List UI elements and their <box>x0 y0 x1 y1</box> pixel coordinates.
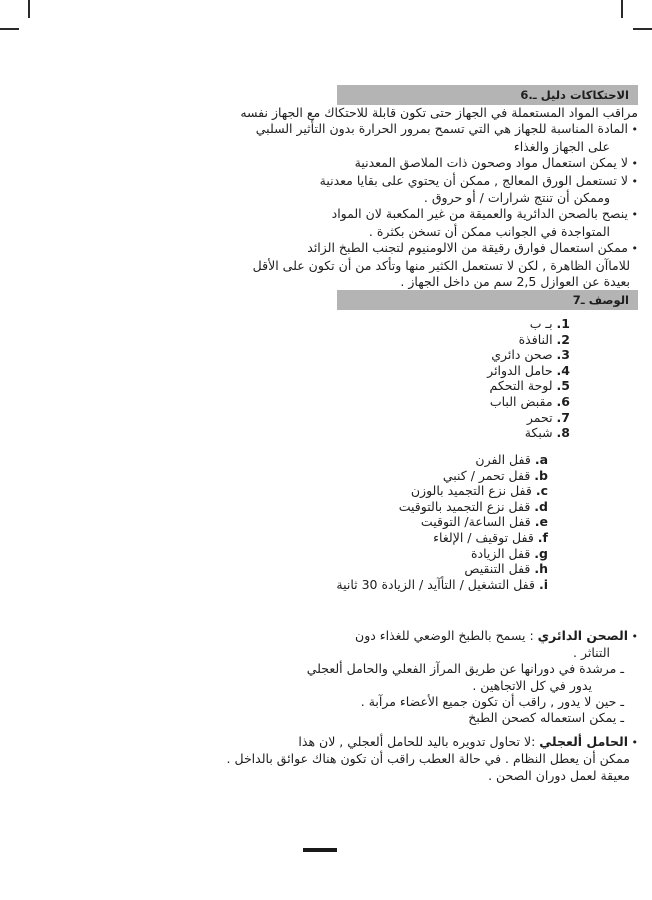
list-item <box>336 530 548 546</box>
line-text: يدور في كل الاتجاهين . <box>472 677 592 693</box>
item-marker: 8. <box>556 425 570 441</box>
list-item <box>487 394 570 410</box>
bullet-line <box>35 240 638 257</box>
line-text: حين لا يدور , راقب أن تكون جميع الأعضاء مرآبة . <box>360 693 617 709</box>
line-text: وممكن أن تنتج شرارات / أو حروق . <box>423 190 610 206</box>
line-lead-bold: الحامل ألعجلي <box>539 734 628 750</box>
text-line <box>35 190 638 206</box>
item-text: قفل الفرن <box>475 452 535 467</box>
line-text: لا يمكن استعمال مواد وصحون ذات الملاصق المعدنية <box>354 155 628 171</box>
item-text: حامل الدوائر <box>487 362 557 378</box>
item-text: قفل التشغيل / التأآيد / الزيادة 30 ثانية <box>336 576 539 592</box>
line-text: مرشدة في دورانها عن طريق المرآز الفعلي والحامل ألعجلي <box>306 661 617 677</box>
item-marker: 2. <box>556 331 570 347</box>
list-item <box>336 577 548 593</box>
section-title-word: الوصف <box>588 293 629 307</box>
item-text: قفل نزع التجميد بالتوقيت <box>398 498 535 514</box>
section-6-title <box>337 85 638 105</box>
bullet-icon: • <box>628 736 638 750</box>
list-item <box>336 499 548 515</box>
item-text: مقبض الباب <box>489 393 557 409</box>
description-paragraph <box>35 734 638 784</box>
bullet-icon: • <box>628 123 638 137</box>
crop-mark-top-right-horizontal <box>633 28 652 30</box>
line-text: لا تستعمل الورق المعالج , ممكن أن يحتوي على بقايا معدنية <box>319 172 628 188</box>
line-text: التناثر . <box>573 645 610 661</box>
line-text: ينصح بالصحن الدائرية والعميقة من غير المكعبة لان المواد <box>331 206 628 222</box>
line-text: ممكن استعمال فوارق رقيقة من الالومنيوم لتجنب الطبخ الزائد <box>307 240 628 256</box>
text-line <box>35 224 638 240</box>
line-lead-bold: الصحن الدائري <box>537 628 628 643</box>
list-item <box>336 452 548 468</box>
bullet-icon: • <box>628 157 638 171</box>
line-text: على الجهاز والغذاء <box>513 138 610 154</box>
item-text: قفل الساعة/ التوقيت <box>420 514 535 530</box>
line-text: بعيدة عن العوازل 2,5 سم من داخل الجهاز . <box>400 274 630 290</box>
bottom-fold-mark <box>303 848 337 852</box>
bullet-line <box>35 206 638 223</box>
list-item <box>487 425 570 441</box>
list-item <box>336 514 548 530</box>
item-marker: g. <box>534 545 548 561</box>
item-text: بـ ب <box>529 316 557 331</box>
list-item <box>487 332 570 348</box>
item-marker: c. <box>535 483 548 499</box>
line-text: مراقب المواد المستعملة في الجهاز حتى تكون قابلة للاحتكاك مع الجهاز نفسه <box>240 105 638 120</box>
crop-mark-top-right-vertical <box>621 0 623 18</box>
section-title-word: الاحتكاكات <box>569 88 629 102</box>
line-text: معيقة لعمل دوران الصحن . <box>488 767 630 783</box>
item-text: قفل تحمر / كنبي <box>442 467 535 483</box>
item-marker: 5. <box>556 378 570 394</box>
bullet-icon: • <box>628 630 638 643</box>
dash-icon: ـ <box>616 693 624 709</box>
list-item <box>336 546 548 562</box>
text-line <box>35 105 638 121</box>
list-item <box>336 483 548 499</box>
item-text: تحمر <box>526 409 557 425</box>
line-text: ممكن أن يعطل النظام . في حالة العطب راقب أن تكون هناك عوائق بالداخل . <box>226 751 630 767</box>
dash-icon: ـ <box>616 710 624 726</box>
item-text: شبكة <box>524 425 557 441</box>
dash-icon: ـ <box>616 661 624 677</box>
item-marker: 7. <box>556 409 570 425</box>
item-marker: d. <box>534 498 548 514</box>
text-line <box>35 139 638 155</box>
line-text: : يسمح بالطبخ الوضعي للغذاء دون <box>355 628 538 643</box>
item-marker: 3. <box>556 347 570 363</box>
list-item <box>487 363 570 379</box>
section-title-word: 7ـ <box>572 293 585 307</box>
text-line <box>35 710 638 726</box>
item-marker: i. <box>538 576 548 592</box>
item-marker: f. <box>537 529 548 545</box>
numbered-parts-list <box>487 316 570 441</box>
item-text: لوحة التحكم <box>489 378 557 394</box>
bullet-icon: • <box>628 242 638 256</box>
item-text: قفل التنقيص <box>464 561 535 577</box>
section-7-header-bar <box>337 290 638 310</box>
item-marker: h. <box>534 561 548 577</box>
section-7-title <box>337 290 638 310</box>
line-text: المتواجدة في الجوانب ممكن أن تسخن بكثرة . <box>368 223 610 239</box>
line-text: المادة المناسبة للجهاز هي التي تسمح بمرور الحرارة بدون التأثير السلبي <box>255 121 628 137</box>
section-title-word: دليل <box>540 88 566 102</box>
list-item <box>487 410 570 426</box>
text-line <box>35 258 638 274</box>
line-text: للاماآن الظاهرة , لكن لا تستعمل الكثير منها وتأكد من أن تكون على الأقل <box>252 257 630 273</box>
item-text: صحن دائري <box>491 347 557 363</box>
list-item <box>487 347 570 363</box>
crop-mark-top-left-vertical <box>28 0 30 18</box>
section-title-word: 6.ـ <box>520 88 537 102</box>
item-marker: a. <box>534 452 548 467</box>
line-text: :لا تحاول تدويره باليد للحامل ألعجلي , لان هذا <box>298 734 540 750</box>
text-line <box>35 274 638 290</box>
text-line <box>35 678 638 694</box>
text-line <box>35 768 638 784</box>
bullet-line <box>35 155 638 172</box>
list-item <box>336 561 548 577</box>
list-item <box>487 316 570 332</box>
bullet-icon: • <box>628 174 638 188</box>
item-marker: e. <box>534 514 548 530</box>
item-text: قفل الزيادة <box>471 545 535 561</box>
section-6-header-bar <box>337 85 638 105</box>
text-line <box>35 694 638 710</box>
item-text: النافذة <box>518 331 557 347</box>
item-text: قفل توقيف / الإلغاء <box>433 529 538 545</box>
text-line <box>35 645 638 661</box>
bullet-line <box>35 173 638 190</box>
description-paragraph <box>35 628 638 726</box>
item-marker: 6. <box>556 393 570 409</box>
list-item <box>336 468 548 484</box>
lettered-buttons-list <box>336 452 548 592</box>
item-marker: b. <box>534 467 548 483</box>
list-item <box>487 378 570 394</box>
bullet-line <box>35 121 638 138</box>
crop-mark-top-left-horizontal <box>0 28 19 30</box>
line-text: يمكن استعماله كصحن الطبخ <box>468 710 617 726</box>
item-marker: 1. <box>556 316 570 331</box>
text-line <box>35 751 638 767</box>
bullet-line <box>35 734 638 751</box>
section-6-body <box>35 105 638 290</box>
text-line <box>35 661 638 677</box>
item-marker: 4. <box>556 362 570 378</box>
bullet-line <box>35 628 638 645</box>
description-paragraphs <box>35 628 638 784</box>
bullet-icon: • <box>628 208 638 222</box>
item-text: قفل نزع التجميد بالوزن <box>410 483 536 499</box>
